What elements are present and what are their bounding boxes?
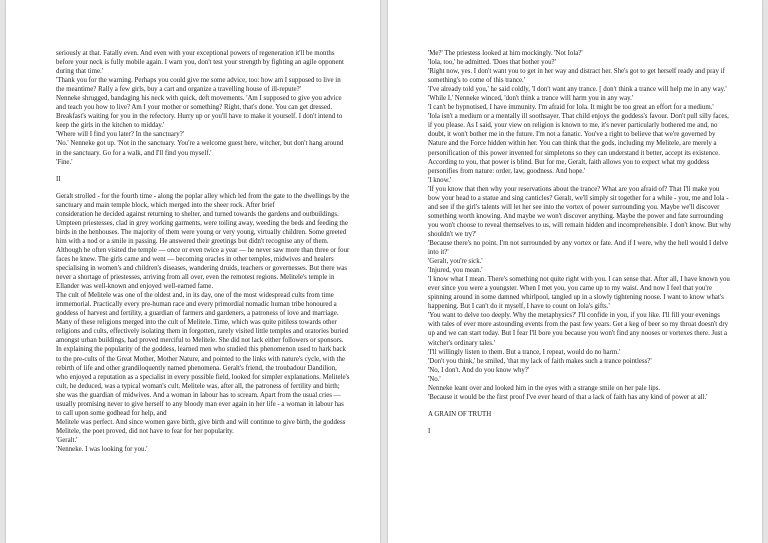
paragraph: seriously at that. Fatally even. And even with your exceptional powers of regeneration it'll be months before your neck is fully mobile again. I warn you, don't test your strength by fighting an agile opponent during that time.'	[56, 50, 344, 76]
paragraph: 'Thank you for the warning. Perhaps you could give me some advice, too: how am I supposed to live in the meantime? Rally a few girls, buy a cart and organize a travelling house of ill-repute?'	[56, 77, 341, 94]
paragraph: 'Injured, you mean.'	[428, 267, 483, 275]
paragraph: Nenneke shrugged, bandaging his neck with quick, deft movements. 'Am I supposed to give you advice and teach you how to live? Am I your mother or something? Right, that's done. You can get dressed. Breakfast's waiting for you in the refectory. Hurry up or you'll have to make it yourself. I don't intend to keep the girls in the kitchen to midday.'	[56, 95, 343, 130]
paragraph: 'No.'	[428, 375, 441, 383]
paragraph: 'Because there's no point. I'm not surrounded by any vortex or fate. And if I were, why the hell would I delve into it?'	[428, 239, 728, 257]
document-page-left	[6, 0, 380, 543]
paragraph: consideration he decided against returning to shelter, and turned towards the gardens and outbuildings. Umpteen priestesses, clad in grey working garments, were toiling away, weeding the beds and feeding the birds in the henhouses. The majority of them were young or very young, virtually children. Some greeted him with a nod or a smile in passing. He answered their greetings but didn't recognise any of them. Although he often visited the temple — once or even twice a year — he never saw more than three or four faces he knew. The girls came and went — becoming oracles in other temples, midwives and healers specialising in women's and children's diseases, wandering druids, teachers or governesses. But there was never a shortage of priestesses, arriving from all over, even the remotest regions. Melitele's temple in Ellander was well-known and enjoyed well-earned fame.	[56, 210, 350, 291]
paragraph: 'Geralt, you're sick.'	[428, 258, 483, 266]
paragraph: 'Me?' The priestess looked at him mockingly. 'Not Iola?'	[428, 50, 583, 57]
section-heading: II	[56, 175, 61, 183]
paragraph: 'While I,' Nenneke winced, 'don't think a trance will harm you in any way.'	[428, 95, 634, 103]
paragraph: 'If you know that then why your reservations about the trance? What are you afraid of? That I'll make you bow your head to a statue and sing canticles? Geralt, we'll simply sit together for a while - you, me and Iola - and see if the girl's talents will let her see into the vortex of power surrounding you. Maybe we'll discover something worth knowing. And maybe we won't discover anything. Maybe the power and fate surrounding you won't choose to reveal themselves to us, will remain hidden and incomprehensible. I don't know. But why shouldn't we try?'	[428, 185, 732, 238]
paragraph: 'Where will I find you later? In the sanctuary?'	[56, 131, 184, 139]
paragraph: 'Don't you think,' he smiled, 'that my lack of faith makes such a trance pointless?'	[428, 357, 652, 365]
section-heading: I	[428, 427, 431, 435]
paragraph: 'Iola, too,' he admitted. 'Does that bother you?'	[428, 59, 556, 67]
paragraph: 'I know what I mean. There's something not quite right with you. I can sense that. After all, I have known you ever since you were a youngster. When I met you, you came up to my waist. And now I feel that you're spinning around in some damned whirlpool, tangled up in a slowly tightening noose. I want to know what's happening. But I can't do it myself, I have to count on Iola's gifts.'	[428, 276, 730, 311]
paragraph: 'I can't be hypnotised, I have immunity. I'm afraid for Iola. It might be too great an effort for a medium.'	[428, 104, 714, 112]
document-page-right	[388, 0, 762, 543]
paragraph: 'You want to delve too deeply. Why the metaphysics?' I'll confide in you, if you like. I'll fill your evenings with tales of ever more astounding events from the past few years. Get a keg of beer so my throat doesn't dry up and we can start today. But I fear I'll bore you because you won't find any nooses or vortexes there. Just a witcher's ordinary tales.'	[428, 312, 729, 347]
chapter-heading: A GRAIN OF TRUTH	[428, 410, 492, 418]
paragraph: Melitele was perfect. And since women gave birth, give birth and will continue to give birth, the goddess Melitele, the poet proved, did not have to fear for her popularity.	[56, 418, 346, 435]
paragraph: 'Geralt.'	[56, 436, 78, 444]
paragraph: 'I've already told you,' he said coldly, 'I don't want any trance. [ don't think a trance will help me in any way.'	[428, 86, 727, 94]
paragraph: 'No, I don't. And do you know why?'	[428, 366, 530, 374]
paragraph: 'Fine.'	[56, 158, 73, 166]
paragraph: Nenneke leant over and looked him in the eyes with a strange smile on her pale lips.	[428, 384, 661, 392]
paragraph: 'Iola isn't a medium or a mentally ill soothsayer. That child enjoys the goddess's favour. Don't pull silly faces, if you please. As I said, your view on religion is known to me, it's never particularly bothered me and, no doubt, it won't bother me in the future. I'm not a fanatic. You've a right to believe that we're governed by Nature and the Force hidden within her. You can think that the gods, including my Melitele, are merely a personification of this power invented for simpletons so they can understand it better, accept its existence. According to you, that power is blind. But for me, Geralt, faith allows you to expect what my goddess personifies from nature: order, law, goodness. And hope.'	[428, 113, 729, 175]
paragraph: The cult of Melitele was one of the oldest and, in its day, one of the most widespread cults from time immemorial. Practically every pre-human race and every primordial nomadic human tribe honoured a goddess of harvest and fertility, a guardian of farmers and gardeners, a patroness of love and marriage. Many of these religions merged into the cult of Melitele. Time, which was quite pitiless towards other religions and cults, effectively isolating them in forgotten, rarely visited little temples and oratories buried amongst urban buildings, had proved merciful to Melitele. She did not lack either followers or sponsors. In explaining the popularity of the goddess, learned men who studied this phenomenon used to hark back to the pre-cults of the Great Mother, Mother Nature, and pointed to the links with nature's cycle, with the rebirth of life and other grandiloquently named phenomena. Geralt's friend, the troubadour Dandilion, who enjoyed a reputation as a specialist in every possible field, looked for simpler explanations. Melitele's cult, he deduced, was a typical woman's cult. Melitele was, after all, the patroness of fertility and birth; she was the guardian of midwives. And a woman in labour has to scream. Apart from the usual cries — usually promising never to give herself to any bloody man ever again in her life - a woman in labour has to call upon some godhead for help, and	[56, 292, 350, 417]
paragraph: 'Nenneke. I was looking for you.'	[56, 445, 148, 453]
paragraph: 'Because it would be the first proof I've ever heard of that a lack of faith has any kind of power at all.'	[428, 393, 708, 401]
paragraph: 'I'll willingly listen to them. But a trance, I repeat, would do no harm.'	[428, 348, 621, 356]
paragraph: 'No.' Nenneke got up. 'Not in the sanctuary. You're a welcome guest here, witcher, but don't hang around in the sanctuary. Go for a walk, and I'll find you myself.'	[56, 140, 344, 157]
paragraph: 'Right now, yes. I don't want you to get in her way and distract her. She's got to get herself ready and pray if something's to come of this trance.'	[428, 68, 725, 85]
paragraph: 'I know.'	[428, 176, 452, 184]
paragraph: Geralt strolled - for the fourth time - along the poplar alley which led from the gate to the dwellings by the sanctuary and main temple block, which merged into the sheer rock. After brief	[56, 192, 350, 209]
